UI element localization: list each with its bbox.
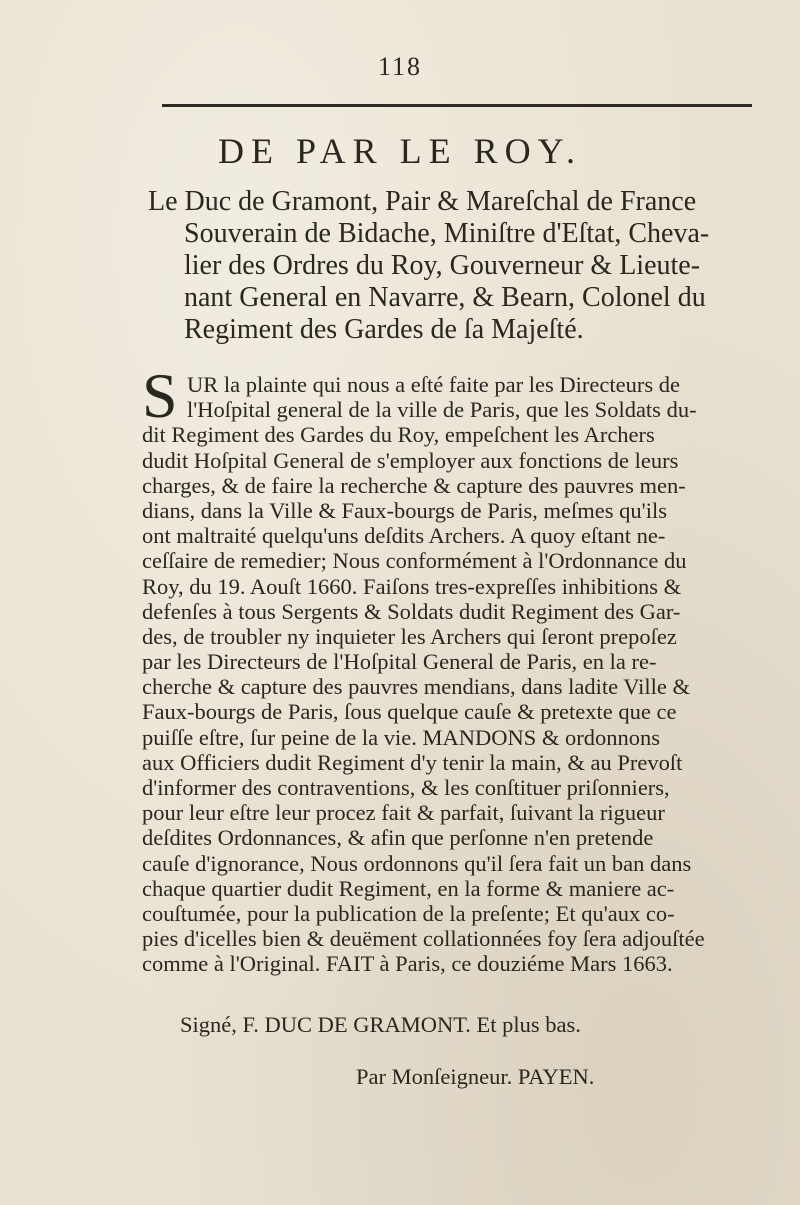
signature-line: Signé, F. DUC DE GRAMONT. Et plus bas. [180,1012,581,1037]
body-line: defenſes à tous Sergents & Soldats dudit Regiment des Gar- [142,598,681,624]
body-line: aux Officiers dudit Regiment d'y tenir la main, & au Prevoſt [142,749,683,775]
body-line: UR la plainte qui nous a eſté faite par les Directeurs de [187,372,680,397]
body-line: des, de troubler ny inquieter les Archers qui ſeront prepoſez [142,623,677,649]
body-line: Faux-bourgs de Paris, ſous quelque cauſe & pretexte que ce [142,699,677,725]
body-line: pour leur eſtre leur procez fait & parfait, ſuivant la rigueur [142,800,665,826]
body-line: ont maltraité quelqu'uns deſdits Archers. A quoy eſtant ne- [142,523,666,549]
counter-signature-line: Par Monſeigneur. PAYEN. [356,1064,595,1089]
body-line: comme à l'Original. FAIT à Paris, ce douziéme Mars 1663. [142,951,673,977]
title-line: Souverain de Bidache, Miniſtre d'Eſtat, Cheva- [184,218,710,249]
title-block [148,186,766,346]
title-line: nant General en Navarre, & Bearn, Colonel du [184,282,706,313]
title-line: Regiment des Gardes de ſa Majeſté. [184,314,584,345]
body-line: cauſe d'ignorance, Nous ordonnons qu'il ſera fait un ban dans [142,850,692,876]
page-number: 118 [377,52,423,81]
body-line: couſtumée, pour la publication de la preſente; Et qu'aux co- [142,900,675,926]
body-text [142,372,766,977]
body-line: deſdites Ordonnances, & afin que perſonne n'en pretende [142,825,654,851]
body-line: d'informer des contraventions, & les conſtituer priſonniers, [142,775,670,800]
title-line: lier des Ordres du Roy, Gouverneur & Lieute- [184,250,701,281]
body-line: chaque quartier dudit Regiment, en la forme & maniere ac- [142,875,675,901]
body-line: dit Regiment des Gardes du Roy, empeſchent les Archers [142,422,655,448]
body-line: puiſſe eſtre, ſur peine de la vie. MANDONS & ordonnons [142,724,661,750]
header-rule [162,104,752,107]
body-line: pies d'icelles bien & deuëment collationnées foy ſera adjouſtée [142,926,705,952]
body-line: l'Hoſpital general de la ville de Paris, que les Soldats du- [187,397,697,423]
body-line: dians, dans la Ville & Faux-bourgs de Paris, meſmes qu'ils [142,497,667,523]
body-line: Roy, du 19. Aouſt 1660. Faiſons tres-expreſſes inhibitions & [142,573,682,599]
drop-cap: S [142,360,178,431]
body-line: dudit Hoſpital General de s'employer aux fonctions de leurs [142,447,679,473]
body-line: cherche & capture des pauvres mendians, dans ladite Ville & [142,674,691,700]
body-line: charges, & de faire la recherche & capture des pauvres men- [142,472,686,498]
heading: DE PAR LE ROY. [217,131,583,171]
body-line: par les Directeurs de l'Hoſpital General de Paris, en la re- [142,649,657,675]
title-line: Le Duc de Gramont, Pair & Mareſchal de France [148,186,697,217]
body-line: ceſſaire de remedier; Nous conformément à l'Ordonnance du [142,548,687,574]
